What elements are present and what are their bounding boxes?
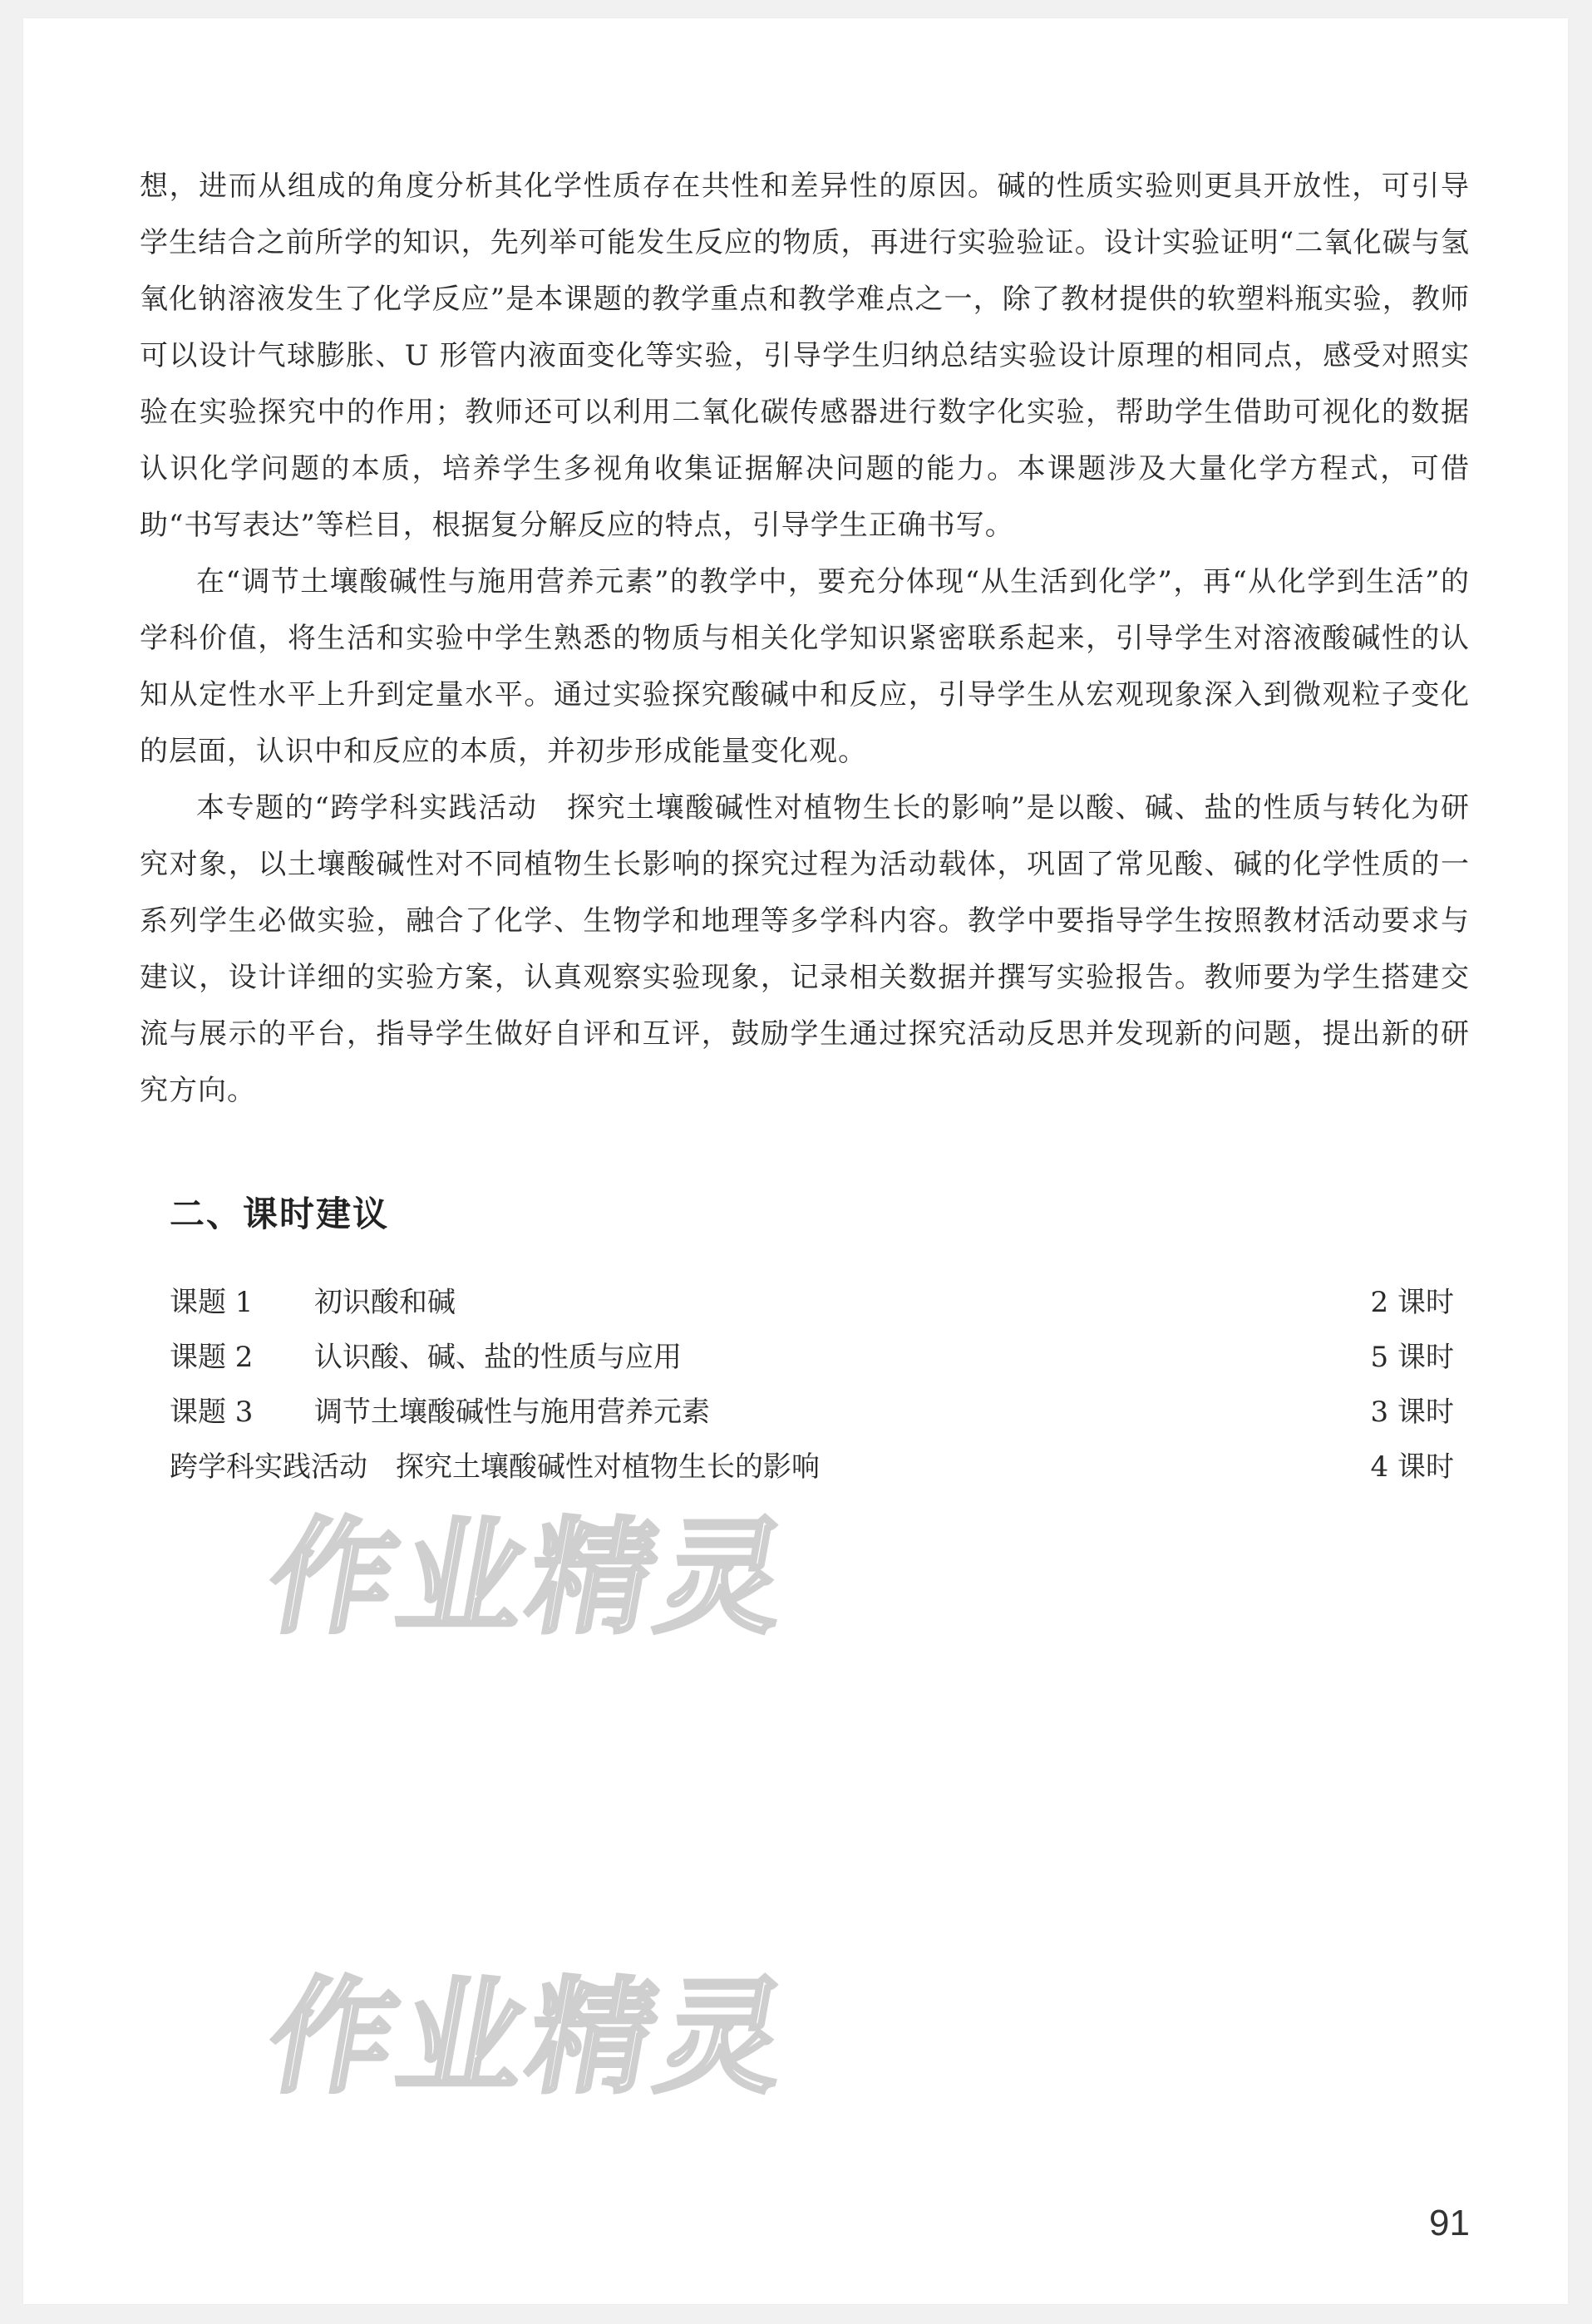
section-heading: 二、课时建议 (170, 1194, 390, 1234)
document-page (23, 18, 1568, 2304)
lesson-schedule (170, 1275, 1454, 1494)
lesson-code: 跨学科实践活动 (170, 1450, 367, 1484)
lesson-title: 调节土壤酸碱性与施用营养元素 (314, 1396, 710, 1429)
paragraph-3: 本专题的“跨学科实践活动 探究土壤酸碱性对植物生长的影响”是以酸、碱、盐的性质与转化为研究对象，以土壤酸碱性对不同植物生长影响的探究过程为活动载体，巩固了常见酸、碱的化学性质的一系列学生必做实验，融合了化学、生物学和地理等多学科内容。教学中要指导学生按照教材活动要求与建议，设计详细的实验方案，认真观察实验现象，记录相关数据并撰写实验报告。教师要为学生搭建交流与展示的平台，指导学生做好自评和互评，鼓励学生通过探究活动反思并发现新的问题，提出新的研究方向。 (140, 791, 1470, 1107)
paragraph-1: 想，进而从组成的角度分析其化学性质存在共性和差异性的原因。碱的性质实验则更具开放性，可引导学生结合之前所学的知识，先列举可能发生反应的物质，再进行实验验证。设计实验证明“二氧化碳与氢氧化钠溶液发生了化学反应”是本课题的教学重点和教学难点之一，除了教材提供的软塑料瓶实验，教师可以设计气球膨胀、U 形管内液面变化等实验，引导学生归纳总结实验设计原理的相同点，感受对照实验在实验探究中的作用；教师还可以利用二氧化碳传感器进行数字化实验，帮助学生借助可视化的数据认识化学问题的本质，培养学生多视角收集证据解决问题的能力。本课题涉及大量化学方程式，可借助“书写表达”等栏目，根据复分解反应的特点，引导学生正确书写。 (140, 170, 1470, 542)
lesson-code: 课题 1 (170, 1286, 254, 1319)
lesson-hours: 2 课时 (1370, 1286, 1454, 1319)
body-text (140, 158, 1470, 1119)
lesson-title: 认识酸、碱、盐的性质与应用 (314, 1341, 682, 1374)
watermark: 作业精灵 (258, 1966, 802, 2110)
schedule-item (170, 1385, 710, 1440)
schedule-row (170, 1330, 1454, 1385)
lesson-title: 探究土壤酸碱性对植物生长的影响 (396, 1450, 820, 1484)
lesson-code: 课题 3 (170, 1396, 254, 1429)
lesson-code: 课题 2 (170, 1341, 254, 1374)
lesson-title: 初识酸和碱 (314, 1286, 456, 1319)
schedule-row (170, 1385, 1454, 1440)
lesson-hours: 3 课时 (1370, 1396, 1454, 1429)
schedule-row (170, 1275, 1454, 1330)
page-number: 91 (1429, 2203, 1470, 2243)
schedule-item (170, 1275, 456, 1330)
lesson-hours: 4 课时 (1370, 1450, 1454, 1484)
paragraph-2: 在“调节土壤酸碱性与施用营养元素”的教学中，要充分体现“从生活到化学”，再“从化学到生活”的学科价值，将生活和实验中学生熟悉的物质与相关化学知识紧密联系起来，引导学生对溶液酸碱性的认知从定性水平上升到定量水平。通过实验探究酸碱中和反应，引导学生从宏观现象深入到微观粒子变化的层面，认识中和反应的本质，并初步形成能量变化观。 (140, 565, 1470, 768)
schedule-item (170, 1330, 682, 1385)
watermark: 作业精灵 (258, 1506, 802, 1651)
lesson-hours: 5 课时 (1370, 1341, 1454, 1374)
